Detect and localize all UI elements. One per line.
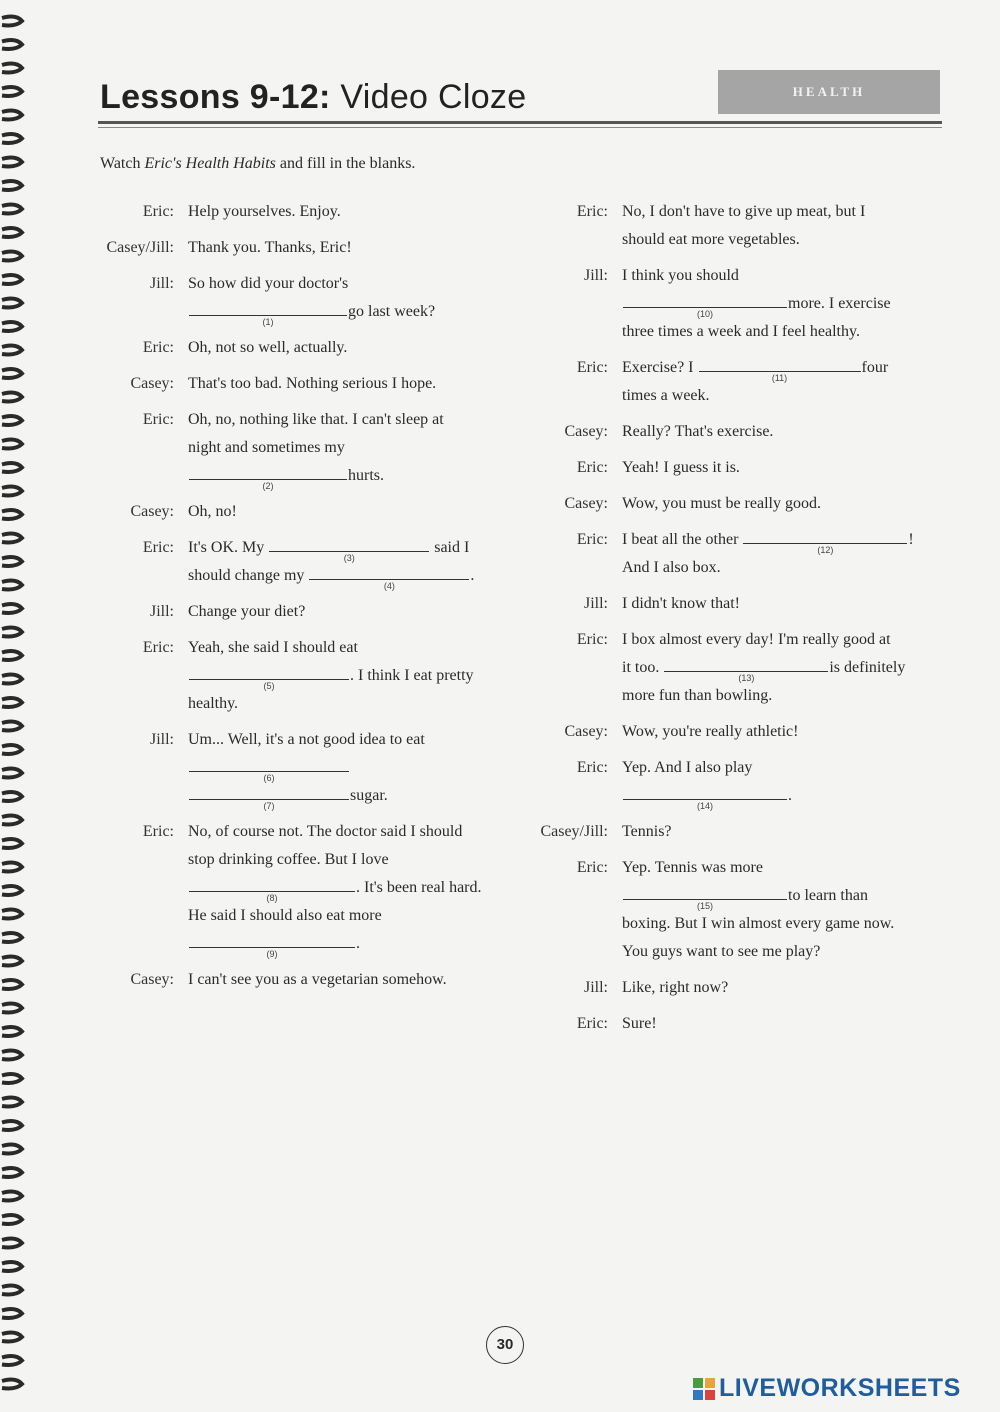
speaker-label: Eric: — [142, 539, 174, 556]
text-line — [622, 418, 946, 446]
text-line — [188, 334, 532, 362]
text-line — [622, 938, 946, 966]
text-line — [622, 554, 946, 582]
blank-number: (6) — [263, 773, 275, 783]
speaker-label: Eric: — [576, 859, 608, 876]
text-segment: Sure! — [622, 1015, 657, 1032]
spiral-coil — [2, 393, 22, 402]
text-line — [622, 654, 946, 682]
text-line — [622, 818, 946, 846]
speaker-label: Eric: — [142, 203, 174, 220]
blank-number: (3) — [343, 553, 355, 563]
speaker-label: Eric: — [142, 411, 174, 428]
watermark-text: LIVEWORKSHEETS — [719, 1374, 961, 1402]
text-segment: . I think I eat pretty — [350, 667, 474, 684]
text-line — [188, 198, 532, 226]
speaker-label: Casey: — [564, 723, 608, 740]
text-line — [622, 626, 946, 654]
speaker-label: Jill: — [583, 595, 608, 612]
text-line — [622, 854, 946, 882]
spiral-binding — [0, 0, 30, 1412]
dialogue-turn — [92, 270, 532, 326]
speaker-label: Casey: — [130, 971, 174, 988]
dialogue-turn — [526, 526, 946, 582]
text-segment: should eat more vegetables. — [622, 231, 800, 248]
title-bold: Lessons 9-12: — [100, 78, 331, 116]
dialogue-text — [188, 198, 532, 226]
text-line — [188, 598, 532, 626]
title-rest: Video Cloze — [330, 78, 527, 116]
dialogue-text — [622, 198, 946, 254]
text-segment: . — [470, 567, 475, 584]
spiral-coil — [2, 1004, 22, 1013]
text-segment: Yeah, she said I should eat — [188, 639, 358, 656]
dialogue-turn — [526, 490, 946, 518]
spiral-coil — [2, 980, 22, 989]
spiral-coil — [2, 1145, 22, 1154]
text-segment: Yeah! I guess it is. — [622, 459, 740, 476]
video-title: Eric's Health Habits — [144, 155, 276, 172]
blank-number: (14) — [696, 801, 713, 811]
text-segment: boxing. But I win almost every game now. — [622, 915, 895, 932]
dialogue-turn — [92, 634, 532, 718]
dialogue-turn — [92, 498, 532, 526]
dialogue-turn — [92, 334, 532, 362]
text-line — [188, 818, 532, 846]
spiral-coil — [2, 557, 22, 566]
dialogue-text — [622, 754, 946, 810]
spiral-coil — [2, 698, 22, 707]
text-line — [188, 462, 532, 490]
text-line — [188, 874, 532, 902]
dialogue-turn — [526, 754, 946, 810]
text-segment: sugar. — [350, 787, 388, 804]
spiral-coil — [2, 745, 22, 754]
text-segment: You guys want to see me play? — [622, 943, 821, 960]
topic-badge: HEALTH — [718, 70, 940, 114]
page-number: 30 — [486, 1326, 524, 1364]
dialogue-turn — [526, 262, 946, 346]
text-segment: Oh, not so well, actually. — [188, 339, 348, 356]
spiral-coil — [2, 322, 22, 331]
text-line — [622, 718, 946, 746]
text-segment: Oh, no, nothing like that. I can't sleep at — [188, 411, 444, 428]
text-line — [622, 754, 946, 782]
spiral-coil — [2, 651, 22, 660]
dialogue-text — [622, 590, 946, 618]
text-line — [188, 534, 532, 562]
spiral-coil — [2, 487, 22, 496]
dialogue-text — [622, 418, 946, 446]
dialogue-turn — [92, 234, 532, 262]
speaker-label: Jill: — [149, 603, 174, 620]
dialogue-text — [188, 270, 532, 326]
blank-number: (4) — [383, 581, 395, 591]
text-line — [188, 434, 532, 462]
blank-number: (10) — [696, 309, 713, 319]
spiral-coil — [2, 40, 22, 49]
dialogue-text — [622, 1010, 946, 1038]
answer-blank[interactable] — [699, 355, 861, 383]
text-segment: Um... Well, it's a not good idea to eat — [188, 731, 425, 748]
speaker-label: Casey: — [130, 375, 174, 392]
spiral-coil — [2, 346, 22, 355]
text-segment: ! — [908, 531, 914, 548]
spiral-coil — [2, 581, 22, 590]
dialogue-text — [622, 718, 946, 746]
dialogue-text — [188, 370, 532, 398]
text-segment: He said I should also eat more — [188, 907, 382, 924]
dialogue-text — [622, 974, 946, 1002]
answer-blank[interactable] — [189, 463, 347, 491]
text-line — [622, 910, 946, 938]
dialogue-text — [188, 334, 532, 362]
spiral-coil — [2, 1192, 22, 1201]
text-segment: No, of course not. The doctor said I should — [188, 823, 463, 840]
dialogue-text — [622, 526, 946, 582]
text-segment: Tennis? — [622, 823, 672, 840]
dialogue-text — [622, 490, 946, 518]
text-segment: go last week? — [348, 303, 436, 320]
text-line — [188, 930, 532, 958]
text-line — [622, 590, 946, 618]
text-segment: So how did your doctor's — [188, 275, 349, 292]
speaker-label: Jill: — [149, 731, 174, 748]
dialogue-text — [188, 534, 532, 590]
answer-blank[interactable] — [623, 883, 787, 911]
blank-number: (13) — [738, 673, 755, 683]
spiral-coil — [2, 839, 22, 848]
text-line — [188, 498, 532, 526]
text-segment: should change my — [188, 567, 309, 584]
blank-number: (15) — [696, 901, 713, 911]
dialogue-turn — [92, 198, 532, 226]
answer-blank[interactable] — [743, 527, 907, 555]
dialogue-text — [622, 354, 946, 410]
spiral-coil — [2, 886, 22, 895]
spiral-coil — [2, 534, 22, 543]
text-segment: hurts. — [348, 467, 384, 484]
speaker-label: Eric: — [576, 759, 608, 776]
text-line — [622, 318, 946, 346]
speaker-label: Eric: — [576, 359, 608, 376]
text-segment: stop drinking coffee. But I love — [188, 851, 389, 868]
title-rule-thin — [98, 127, 942, 128]
text-segment: Wow, you're really athletic! — [622, 723, 799, 740]
text-segment: Change your diet? — [188, 603, 306, 620]
text-line — [188, 234, 532, 262]
text-line — [188, 690, 532, 718]
speaker-label: Jill: — [149, 275, 174, 292]
dialogue-turn — [526, 454, 946, 482]
spiral-coil — [2, 792, 22, 801]
liveworksheets-logo — [693, 1374, 961, 1403]
spiral-coil — [2, 1380, 22, 1389]
speaker-label: Eric: — [142, 339, 174, 356]
spiral-coil — [2, 228, 22, 237]
dialogue-turn — [526, 626, 946, 710]
spiral-coil — [2, 1074, 22, 1083]
text-segment: times a week. — [622, 387, 710, 404]
spiral-coil — [2, 440, 22, 449]
answer-blank[interactable] — [189, 875, 355, 903]
dialogue-right-column — [526, 198, 946, 1046]
speaker-label: Eric: — [142, 823, 174, 840]
text-line — [622, 290, 946, 318]
dialogue-turn — [526, 418, 946, 446]
spiral-coil — [2, 181, 22, 190]
spiral-coil — [2, 1309, 22, 1318]
blank-number: (8) — [266, 893, 278, 903]
spiral-coil — [2, 769, 22, 778]
answer-blank[interactable] — [309, 563, 469, 591]
dialogue-text — [188, 234, 532, 262]
text-line — [188, 726, 532, 754]
dialogue-text — [622, 818, 946, 846]
spiral-coil — [2, 910, 22, 919]
speaker-label: Jill: — [583, 267, 608, 284]
speaker-label: Casey/Jill: — [540, 823, 608, 840]
text-line — [622, 226, 946, 254]
dialogue-turn — [526, 354, 946, 410]
dialogue-text — [188, 498, 532, 526]
text-segment: And I also box. — [622, 559, 721, 576]
text-segment: . — [356, 935, 360, 952]
spiral-coil — [2, 275, 22, 284]
answer-blank[interactable] — [189, 755, 349, 783]
dialogue-text — [622, 454, 946, 482]
spiral-coil — [2, 416, 22, 425]
text-segment: it too. — [622, 659, 664, 676]
dialogue-text — [622, 626, 946, 710]
speaker-label: Eric: — [576, 1015, 608, 1032]
dialogue-turn — [92, 726, 532, 810]
dialogue-turn — [526, 198, 946, 254]
dialogue-turn — [526, 590, 946, 618]
spiral-coil — [2, 1168, 22, 1177]
spiral-coil — [2, 1121, 22, 1130]
spiral-coil — [2, 1027, 22, 1036]
blank-number: (12) — [817, 545, 834, 555]
spiral-coil — [2, 816, 22, 825]
text-segment: three times a week and I feel healthy. — [622, 323, 860, 340]
spiral-coil — [2, 1262, 22, 1271]
spiral-coil — [2, 17, 22, 26]
text-segment: Wow, you must be really good. — [622, 495, 821, 512]
speaker-label: Eric: — [576, 631, 608, 648]
text-line — [622, 354, 946, 382]
spiral-coil — [2, 1239, 22, 1248]
blank-number: (2) — [262, 481, 274, 491]
text-segment: is definitely — [829, 659, 906, 676]
spiral-coil — [2, 628, 22, 637]
text-segment: It's OK. My — [188, 539, 269, 556]
speaker-label: Casey: — [564, 495, 608, 512]
text-segment: to learn than — [788, 887, 868, 904]
spiral-coil — [2, 1098, 22, 1107]
spiral-coil — [2, 1356, 22, 1365]
speaker-label: Eric: — [576, 459, 608, 476]
spiral-coil — [2, 604, 22, 613]
dialogue-text — [188, 598, 532, 626]
speaker-label: Eric: — [576, 531, 608, 548]
text-segment: I box almost every day! I'm really good at — [622, 631, 891, 648]
text-segment: I beat all the other — [622, 531, 743, 548]
text-segment: Like, right now? — [622, 979, 729, 996]
text-line — [188, 754, 532, 782]
dialogue-text — [188, 818, 532, 958]
answer-blank[interactable] — [189, 783, 349, 811]
text-segment: Help yourselves. Enjoy. — [188, 203, 341, 220]
dialogue-turn — [92, 406, 532, 490]
text-segment: Yep. Tennis was more — [622, 859, 763, 876]
answer-blank[interactable] — [189, 299, 347, 327]
spiral-coil — [2, 369, 22, 378]
dialogue-turn — [92, 598, 532, 626]
text-line — [188, 846, 532, 874]
text-segment: healthy. — [188, 695, 239, 712]
dialogue-text — [188, 966, 532, 994]
text-line — [622, 490, 946, 518]
instructions: Watch Eric's Health Habits and fill in the blanks. — [100, 155, 416, 172]
spiral-coil — [2, 1286, 22, 1295]
dialogue-turn — [526, 718, 946, 746]
spiral-coil — [2, 1333, 22, 1342]
text-segment: more fun than bowling. — [622, 687, 773, 704]
dialogue-text — [188, 634, 532, 718]
text-line — [188, 562, 532, 590]
text-line — [622, 454, 946, 482]
spiral-coil — [2, 87, 22, 96]
dialogue-turn — [92, 534, 532, 590]
dialogue-turn — [526, 818, 946, 846]
answer-blank[interactable] — [189, 663, 349, 691]
text-line — [188, 902, 532, 930]
text-line — [622, 882, 946, 910]
spiral-coil — [2, 463, 22, 472]
liveworksheets-logo-icon — [693, 1378, 715, 1400]
dialogue-text — [622, 262, 946, 346]
text-line — [622, 198, 946, 226]
dialogue-text — [188, 726, 532, 810]
dialogue-text — [188, 406, 532, 490]
text-segment: No, I don't have to give up meat, but I — [622, 203, 866, 220]
text-segment: . It's been real hard. — [356, 879, 482, 896]
speaker-label: Casey: — [130, 503, 174, 520]
spiral-coil — [2, 299, 22, 308]
text-line — [622, 526, 946, 554]
text-line — [188, 270, 532, 298]
blank-number: (11) — [771, 373, 788, 383]
dialogue-turn — [92, 370, 532, 398]
text-segment: four — [861, 359, 889, 376]
spiral-coil — [2, 64, 22, 73]
text-segment: Exercise? I — [622, 359, 698, 376]
speaker-label: Casey: — [564, 423, 608, 440]
text-segment: said I — [430, 539, 470, 556]
spiral-coil — [2, 158, 22, 167]
page-title — [100, 78, 526, 117]
spiral-coil — [2, 933, 22, 942]
blank-number: (9) — [266, 949, 278, 959]
text-line — [622, 682, 946, 710]
title-rule — [98, 121, 942, 124]
speaker-label: Jill: — [583, 979, 608, 996]
answer-blank[interactable] — [623, 291, 787, 319]
text-line — [188, 406, 532, 434]
text-segment: more. I exercise — [788, 295, 891, 312]
text-line — [188, 662, 532, 690]
text-line — [622, 382, 946, 410]
answer-blank[interactable] — [189, 931, 355, 959]
text-line — [188, 634, 532, 662]
text-segment: Thank you. Thanks, Eric! — [188, 239, 352, 256]
spiral-coil — [2, 252, 22, 261]
blank-number: (5) — [263, 681, 275, 691]
spiral-coil — [2, 111, 22, 120]
text-segment: That's too bad. Nothing serious I hope. — [188, 375, 437, 392]
dialogue-left-column — [92, 198, 532, 1002]
spiral-coil — [2, 863, 22, 872]
speaker-label: Casey/Jill: — [106, 239, 174, 256]
text-line — [188, 370, 532, 398]
text-segment: night and sometimes my — [188, 439, 345, 456]
speaker-label: Eric: — [576, 203, 608, 220]
text-line — [622, 782, 946, 810]
spiral-coil — [2, 205, 22, 214]
dialogue-turn — [92, 966, 532, 994]
spiral-coil — [2, 1051, 22, 1060]
answer-blank[interactable] — [664, 655, 828, 683]
text-segment: Really? That's exercise. — [622, 423, 774, 440]
dialogue-text — [622, 854, 946, 966]
text-segment: I can't see you as a vegetarian somehow. — [188, 971, 447, 988]
speaker-label: Eric: — [142, 639, 174, 656]
spiral-coil — [2, 675, 22, 684]
spiral-coil — [2, 510, 22, 519]
answer-blank[interactable] — [623, 783, 787, 811]
text-segment: I didn't know that! — [622, 595, 740, 612]
text-line — [622, 1010, 946, 1038]
text-line — [188, 298, 532, 326]
text-segment: Oh, no! — [188, 503, 237, 520]
text-segment: Yep. And I also play — [622, 759, 753, 776]
text-segment: . — [788, 787, 792, 804]
spiral-coil — [2, 1215, 22, 1224]
text-line — [188, 782, 532, 810]
text-line — [188, 966, 532, 994]
dialogue-turn — [526, 1010, 946, 1038]
text-line — [622, 262, 946, 290]
blank-number: (1) — [262, 317, 274, 327]
dialogue-turn — [526, 854, 946, 966]
answer-blank[interactable] — [269, 535, 429, 563]
dialogue-turn — [92, 818, 532, 958]
spiral-coil — [2, 722, 22, 731]
spiral-coil — [2, 134, 22, 143]
spiral-coil — [2, 957, 22, 966]
text-line — [622, 974, 946, 1002]
text-segment: I think you should — [622, 267, 739, 284]
dialogue-turn — [526, 974, 946, 1002]
blank-number: (7) — [263, 801, 275, 811]
